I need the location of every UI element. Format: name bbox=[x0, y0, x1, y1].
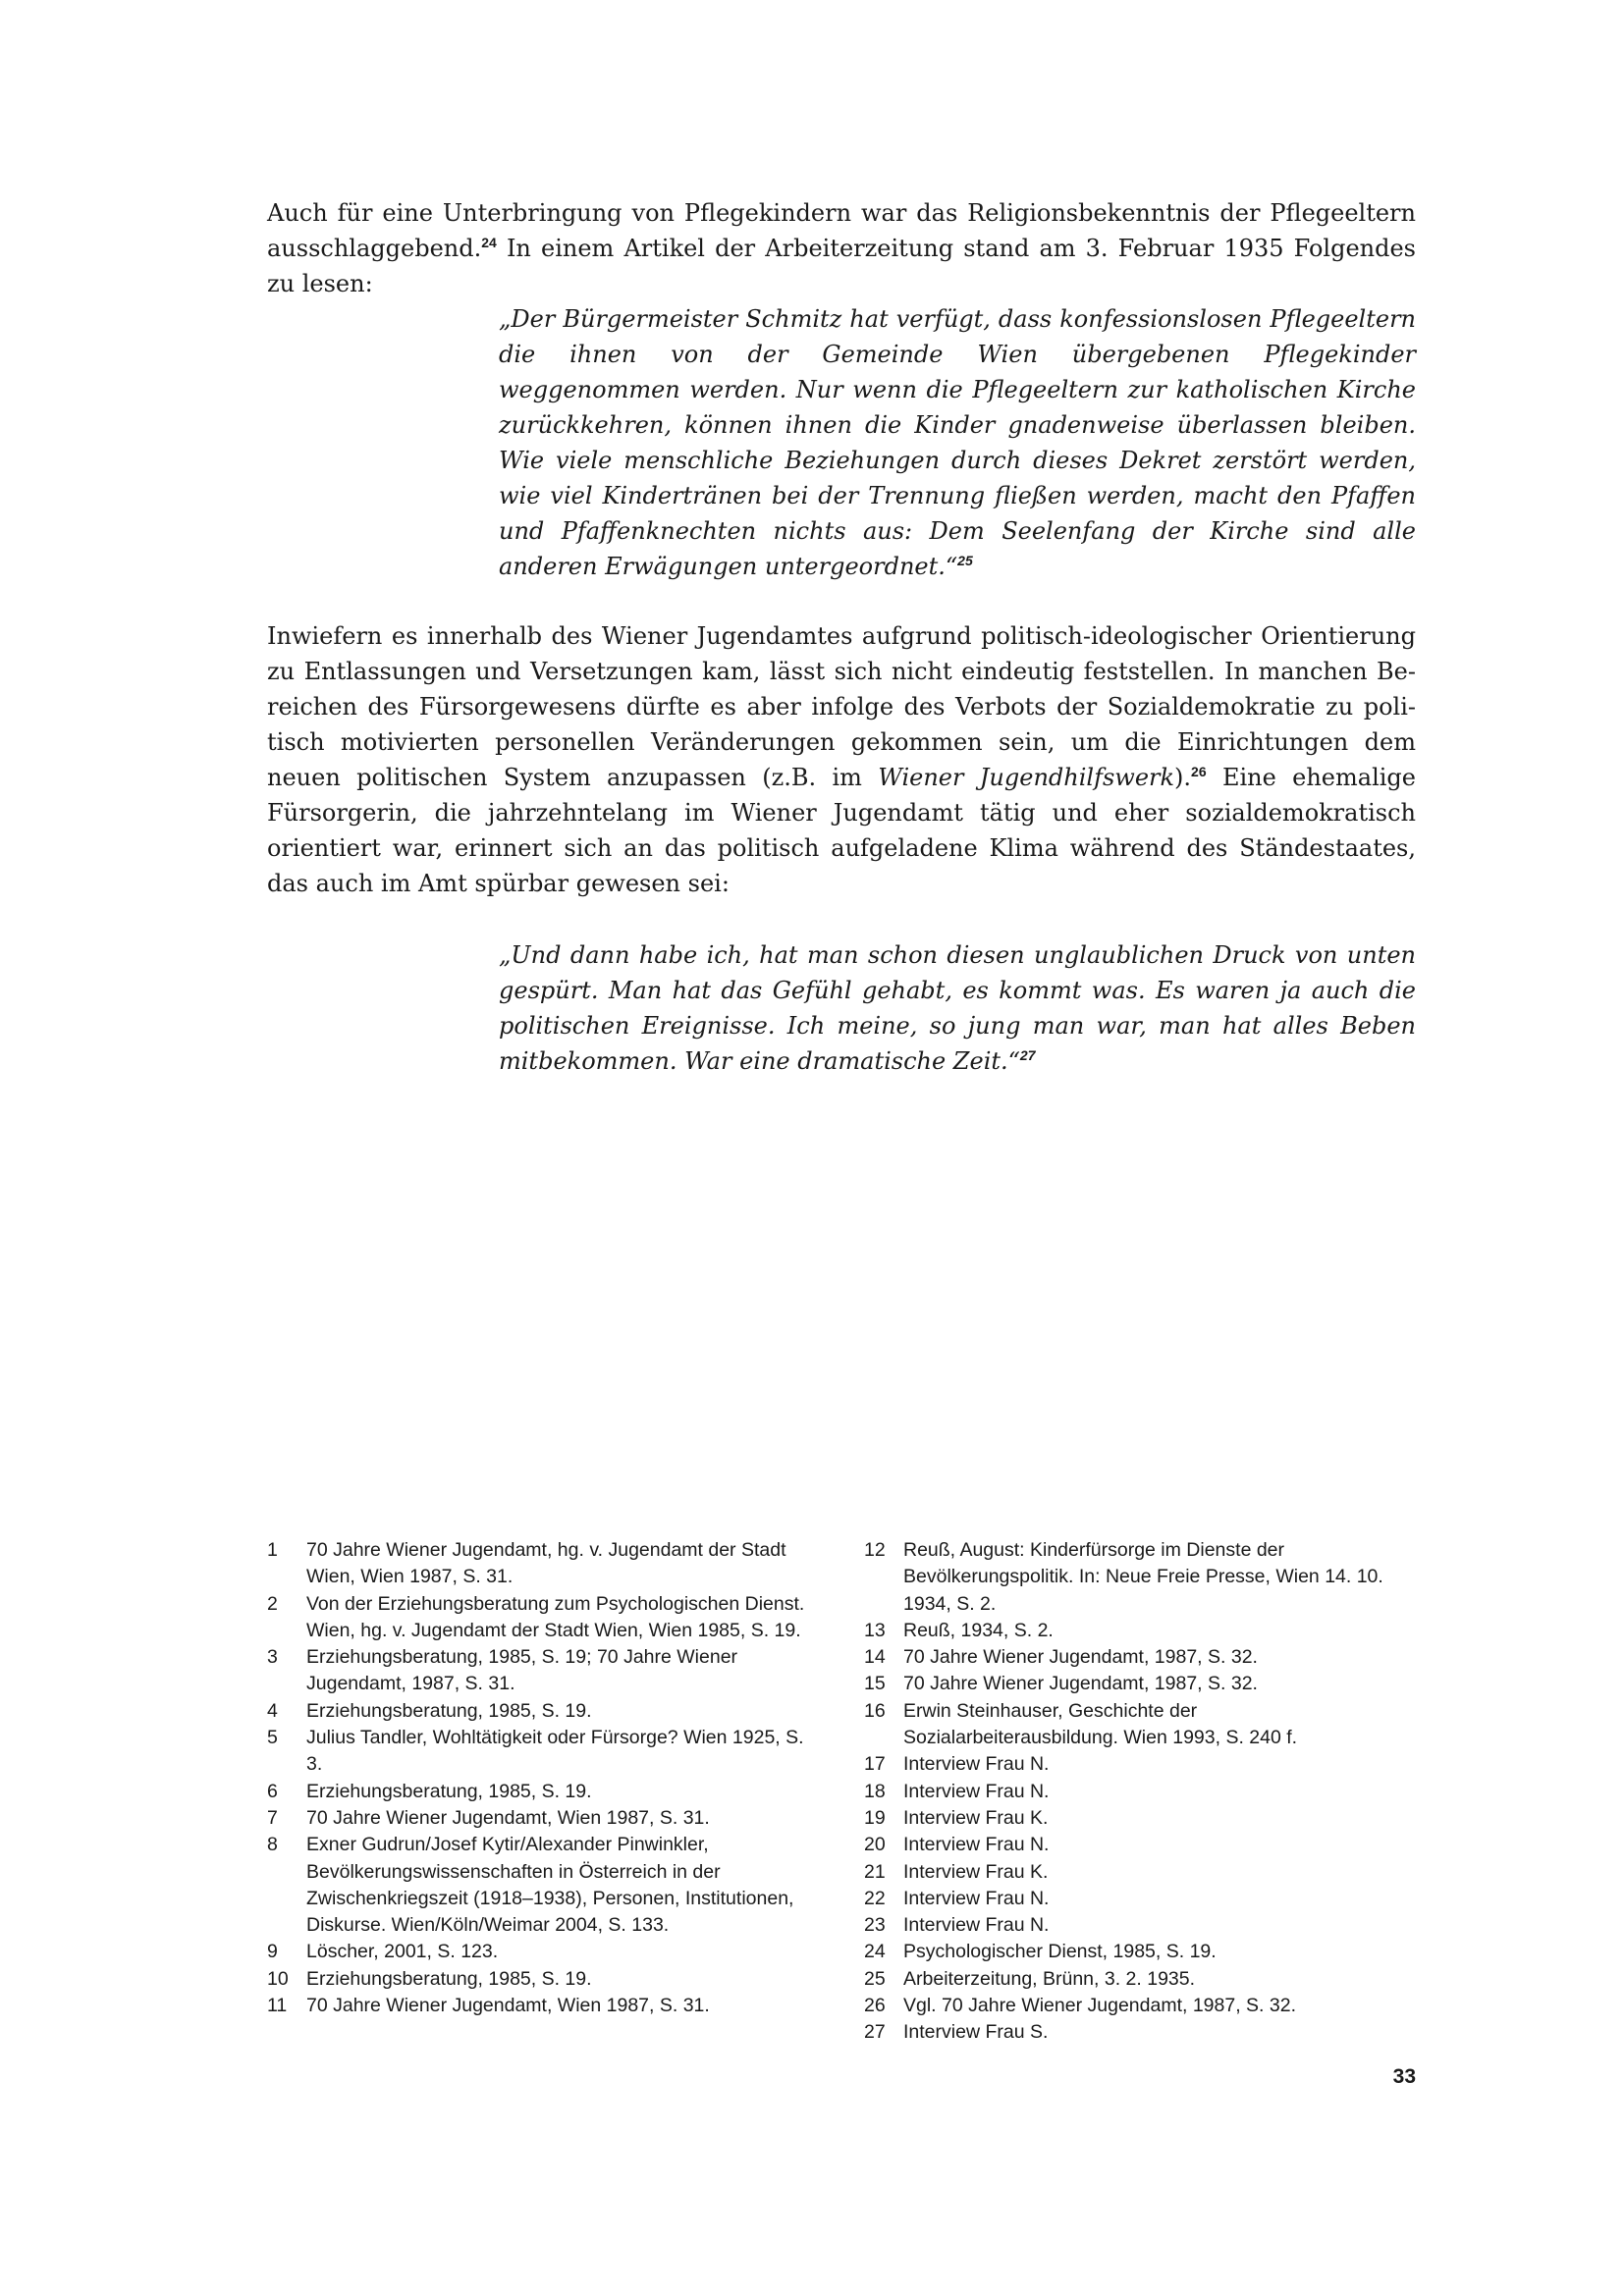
footnote bbox=[864, 1618, 1414, 1644]
footnote bbox=[864, 1966, 1414, 1993]
footnote-number: 2 bbox=[267, 1592, 278, 1615]
footnote-text: Erziehungsberatung, 1985, S. 19. bbox=[306, 1699, 592, 1722]
footnote-ref-25: 25 bbox=[957, 553, 973, 568]
footnote-text: 70 Jahre Wiener Jugendamt, 1987, S. 32. bbox=[903, 1673, 1258, 1695]
footnote bbox=[267, 1537, 817, 1591]
footnote-text: Exner Gudrun/Josef Kytir/Alexander Pinwinkler, Bevölkerungswissenschaften in Österreich in der Zwischenkriegszeit (1918–1938), Personen, Institutionen, Diskurse. Wien/Köln/Weimar 2004, S. 133. bbox=[306, 1834, 794, 1937]
footnote-text: Vgl. 70 Jahre Wiener Jugendamt, 1987, S. 32. bbox=[903, 1995, 1296, 2017]
footnote bbox=[267, 1805, 817, 1832]
footnote-text: 70 Jahre Wiener Jugendamt, Wien 1987, S. 31. bbox=[306, 1995, 710, 2017]
block-quote-2 bbox=[499, 937, 1416, 1079]
footnotes-left-column bbox=[267, 1537, 817, 2019]
footnote-number: 27 bbox=[864, 2021, 886, 2044]
footnote bbox=[267, 1591, 817, 1645]
footnote-number: 18 bbox=[864, 1780, 886, 1802]
footnote bbox=[267, 1993, 817, 2019]
footnote-ref-27: 27 bbox=[1019, 1047, 1036, 1063]
footnote-text: Interview Frau N. bbox=[903, 1914, 1050, 1937]
footnote-number: 24 bbox=[864, 1941, 886, 1963]
footnote bbox=[864, 1832, 1414, 1858]
footnote bbox=[864, 1698, 1414, 1752]
footnote-text: Interview Frau N. bbox=[903, 1780, 1050, 1802]
footnote-number: 1 bbox=[267, 1539, 278, 1561]
footnote bbox=[864, 1912, 1414, 1939]
footnote bbox=[864, 1671, 1414, 1697]
footnote bbox=[864, 1537, 1414, 1618]
footnote-text: Von der Erziehungsberatung zum Psychologischen Dienst. Wien, hg. v. Jugendamt der Stadt Wien, Wien 1985, S. 19. bbox=[306, 1592, 805, 1641]
paragraph-text: Inwiefern es innerhalb des Wiener Jugendamtes aufgrund politisch-ideologischer Orientierung zu Entlassungen und Versetzungen kam, lässt sich nicht eindeutig feststellen. In manchen Bereichen des Fürsorgewesens dürfte es aber infolge des Verbots der Sozialdemokratie zu politisch motivierten personellen Veränderungen gekommen sein, um die Einrichtungen dem neuen politischen System anzupassen (z.B. im bbox=[267, 622, 1416, 791]
footnote-text: 70 Jahre Wiener Jugendamt, hg. v. Jugendamt der Stadt Wien, Wien 1987, S. 31. bbox=[306, 1539, 786, 1588]
footnote bbox=[864, 1779, 1414, 1805]
footnote-number: 25 bbox=[864, 1967, 886, 1990]
footnote-text: Psychologischer Dienst, 1985, S. 19. bbox=[903, 1941, 1217, 1963]
footnote-text: Interview Frau K. bbox=[903, 1860, 1049, 1883]
footnote-number: 16 bbox=[864, 1699, 886, 1722]
footnote-text: Julius Tandler, Wohltätigkeit oder Fürsorge? Wien 1925, S. 3. bbox=[306, 1727, 804, 1776]
footnote-number: 13 bbox=[864, 1619, 886, 1641]
footnote-text: Löscher, 2001, S. 123. bbox=[306, 1941, 499, 1963]
footnote-ref-24: 24 bbox=[481, 235, 497, 250]
footnote-number: 3 bbox=[267, 1646, 278, 1669]
footnote bbox=[864, 1805, 1414, 1832]
footnote-text: Erziehungsberatung, 1985, S. 19; 70 Jahre Wiener Jugendamt, 1987, S. 31. bbox=[306, 1646, 738, 1695]
footnote-number: 20 bbox=[864, 1834, 886, 1856]
footnote-number: 11 bbox=[267, 1995, 288, 2017]
footnote-number: 21 bbox=[864, 1860, 886, 1883]
footnote-text: Interview Frau S. bbox=[903, 2021, 1049, 2044]
footnote-number: 8 bbox=[267, 1834, 278, 1856]
footnote-text: Arbeiterzeitung, Brünn, 3. 2. 1935. bbox=[903, 1967, 1196, 1990]
footnote-number: 10 bbox=[267, 1967, 289, 1990]
footnote-text: Interview Frau N. bbox=[903, 1834, 1050, 1856]
footnote-text: 70 Jahre Wiener Jugendamt, 1987, S. 32. bbox=[903, 1646, 1258, 1669]
footnote-number: 7 bbox=[267, 1806, 278, 1829]
footnote bbox=[267, 1832, 817, 1939]
paragraph-text: Eine ehemalige Fürsorgerin, die jahrzehntelang im Wiener Jugendamt tätig und eher sozialdemokratisch orientiert war, erinnert sich an das politisch aufgeladene Klima während des Ständestaates, das auch im Amt spürbar gewesen sei: bbox=[267, 764, 1416, 897]
page-number: 33 bbox=[1392, 2065, 1416, 2088]
footnote-number: 12 bbox=[864, 1539, 886, 1561]
footnote bbox=[267, 1779, 817, 1805]
footnote-text: Reuß, 1934, S. 2. bbox=[903, 1619, 1054, 1641]
footnote bbox=[864, 1751, 1414, 1778]
body-paragraph-2 bbox=[267, 618, 1416, 901]
footnote-number: 17 bbox=[864, 1753, 886, 1776]
footnote-number: 19 bbox=[864, 1806, 886, 1829]
footnote-number: 22 bbox=[864, 1887, 886, 1909]
footnote-number: 23 bbox=[864, 1914, 886, 1937]
footnote-ref-26: 26 bbox=[1191, 764, 1207, 779]
footnote-text: Erziehungsberatung, 1985, S. 19. bbox=[306, 1780, 592, 1802]
footnote bbox=[267, 1725, 817, 1779]
footnote bbox=[267, 1966, 817, 1993]
footnote-text: 70 Jahre Wiener Jugendamt, Wien 1987, S. 31. bbox=[306, 1806, 710, 1829]
footnote bbox=[864, 1939, 1414, 1965]
italic-title: Wiener Jugendhilfswerk bbox=[878, 764, 1175, 791]
footnote bbox=[267, 1644, 817, 1698]
footnote-number: 26 bbox=[864, 1995, 886, 2017]
footnote bbox=[864, 1859, 1414, 1886]
footnote-number: 4 bbox=[267, 1699, 278, 1722]
quote-text: „Der Bürgermeister Schmitz hat verfügt, dass konfessionslosen Pflegeeltern die ihnen von der Gemeinde Wien übergebenen Pflegekinder weggenommen werden. Nur wenn die Pflegeeltern zur katholischen Kirche zurückkehren, können ihnen die Kinder gnadenweise überlassen bleiben. Wie viele menschliche Beziehungen durch dieses Dekret zerstört werden, wie viel Kindertränen bei der Trennung fließen werden, macht den Pfaffen und Pfaffenknechten nichts aus: Dem Seelenfang der Kirche sind alle anderen Erwägungen untergeordnet.“ bbox=[499, 305, 1416, 580]
body-paragraph-1 bbox=[267, 195, 1416, 301]
footnote-number: 5 bbox=[267, 1727, 278, 1749]
footnote bbox=[267, 1939, 817, 1965]
paragraph-text: Auch für eine Unterbringung von Pflegekindern war das Religionsbekenntnis der Pflegeeltern ausschlaggebend. bbox=[267, 199, 1416, 262]
footnote-text: Erziehungsberatung, 1985, S. 19. bbox=[306, 1967, 592, 1990]
paragraph-text: In einem Artikel der Arbeiterzeitung stand am 3. Februar 1935 Folgendes zu lesen: bbox=[267, 235, 1416, 297]
footnote bbox=[864, 1886, 1414, 1912]
footnote-text: Interview Frau N. bbox=[903, 1753, 1050, 1776]
quote-text: „Und dann habe ich, hat man schon diesen unglaublichen Druck von unten gespürt. Man hat das Gefühl gehabt, es kommt was. Es waren ja auch die politischen Ereignisse. Ich meine, so jung man war, man hat alles Beben mitbekommen. War eine dramatische Zeit.“ bbox=[499, 941, 1416, 1075]
footnote bbox=[864, 1644, 1414, 1671]
footnote-number: 6 bbox=[267, 1780, 278, 1802]
block-quote-1 bbox=[499, 301, 1416, 584]
footnote-number: 15 bbox=[864, 1673, 886, 1695]
footnotes-right-column bbox=[864, 1537, 1414, 2047]
footnote-text: Interview Frau K. bbox=[903, 1806, 1049, 1829]
footnote-text: Erwin Steinhauser, Geschichte der Sozialarbeiterausbildung. Wien 1993, S. 240 f. bbox=[903, 1699, 1298, 1749]
footnote-text: Reuß, August: Kinderfürsorge im Dienste der Bevölkerungspolitik. In: Neue Freie Presse, Wien 14. 10. 1934, S. 2. bbox=[903, 1539, 1383, 1615]
footnote bbox=[267, 1698, 817, 1725]
footnote-number: 9 bbox=[267, 1941, 278, 1963]
paragraph-text: ). bbox=[1174, 764, 1192, 791]
footnote-text: Interview Frau N. bbox=[903, 1887, 1050, 1909]
footnote-number: 14 bbox=[864, 1646, 886, 1669]
footnote bbox=[864, 2019, 1414, 2046]
footnote bbox=[864, 1993, 1414, 2019]
